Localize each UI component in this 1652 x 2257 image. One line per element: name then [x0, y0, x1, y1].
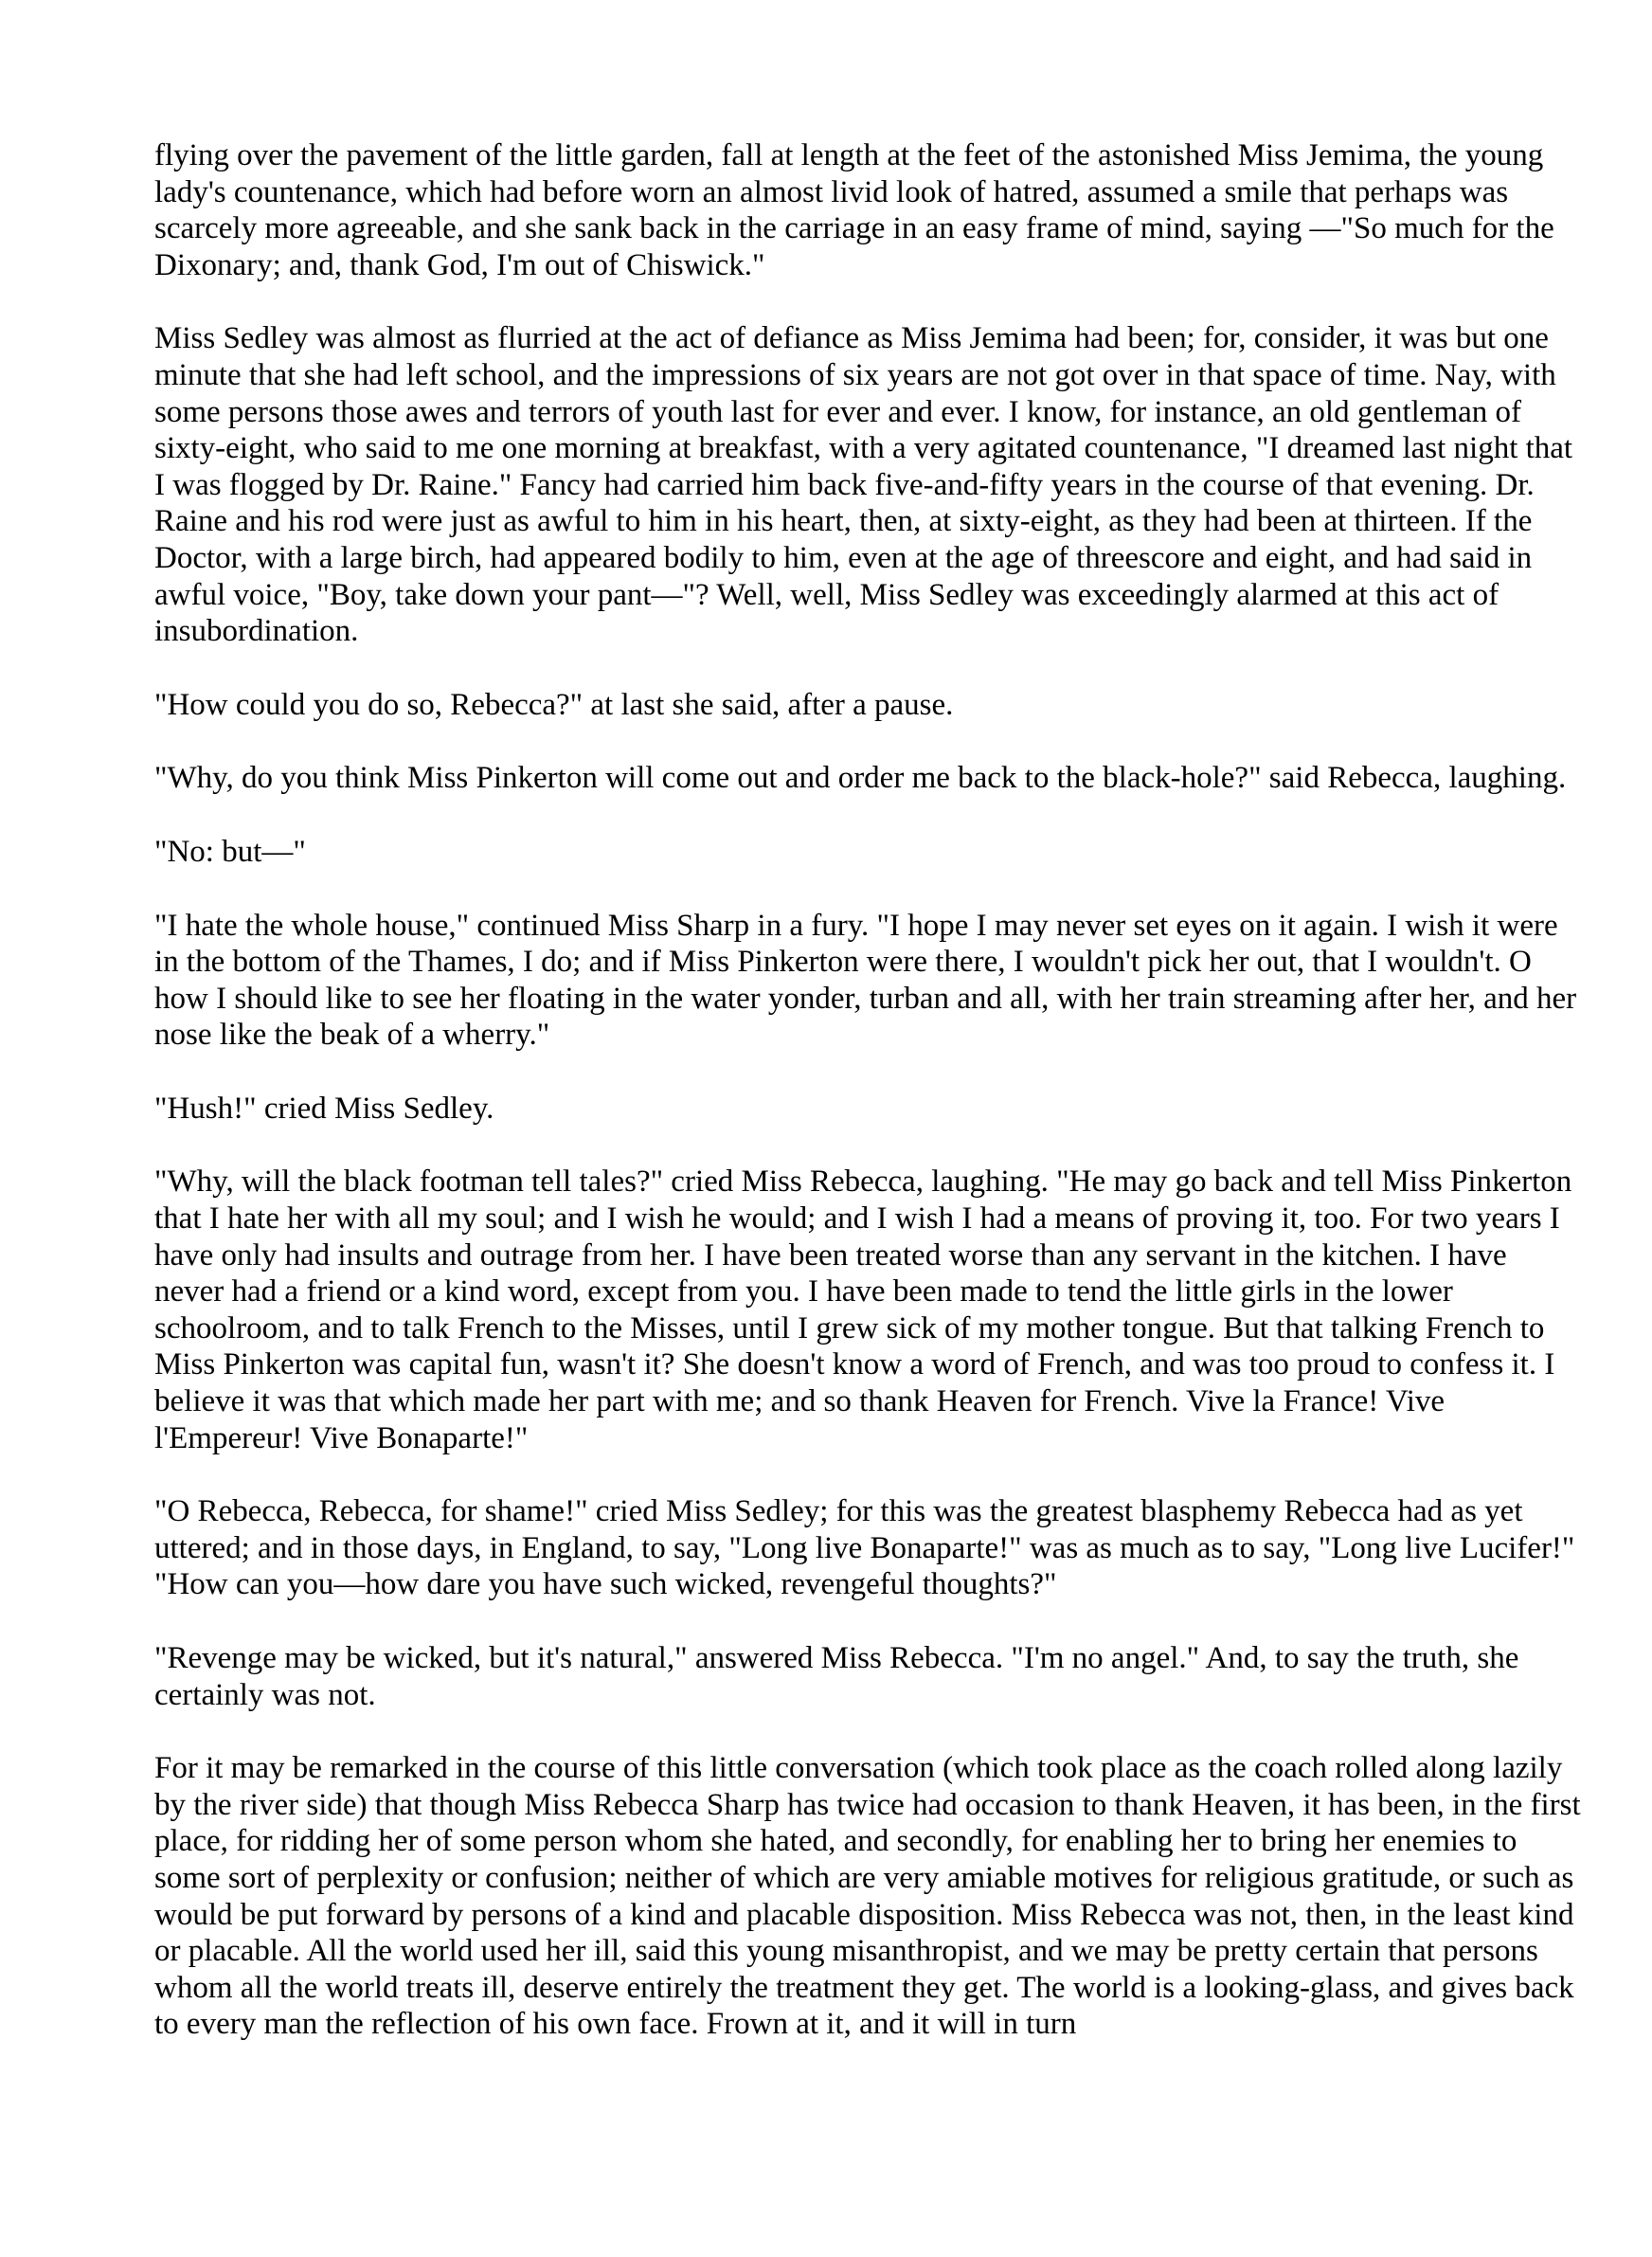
paragraph-3: "How could you do so, Rebecca?" at last she said, after a pause. [154, 687, 954, 722]
paragraph-7: "Hush!" cried Miss Sedley. [154, 1091, 494, 1126]
paragraph-9: "O Rebecca, Rebecca, for shame!" cried Miss Sedley; for this was the greatest blasphemy Rebecca had as yet uttered; and in those days, in England, to say, "Long live Bonaparte!" was as much as to say, "Long live Lucifer!" "How can you—how dare you have such wicked, revengeful thoughts?" [154, 1494, 1575, 1602]
paragraph-6: "I hate the whole house," continued Miss Sharp in a fury. "I hope I may never set eyes on it again. I wish it were in the bottom of the Thames, I do; and if Miss Pinkerton were there, I wouldn't pick her out, that I wouldn't. O how I should like to see her floating in the water yonder, turban and all, with her train streaming after her, and her nose like the beak of a wherry." [154, 908, 1577, 1053]
document-page [154, 137, 1583, 2080]
paragraph-10: "Revenge may be wicked, but it's natural," answered Miss Rebecca. "I'm no angel." And, to say the truth, she certainly was not. [154, 1641, 1519, 1712]
paragraph-5: "No: but—" [154, 834, 306, 869]
paragraph-8: "Why, will the black footman tell tales?" cried Miss Rebecca, laughing. "He may go back and tell Miss Pinkerton that I hate her with all my soul; and I wish he would; and I wish I had a means of proving it, too. For two years I have only had insults and outrage from her. I have been treated worse than any servant in the kitchen. I have never had a friend or a kind word, except from you. I have been made to tend the little girls in the lower schoolroom, and to talk French to the Misses, until I grew sick of my mother tongue. But that talking French to Miss Pinkerton was capital fun, wasn't it? She doesn't know a word of French, and was too proud to confess it. I believe it was that which made her part with me; and so thank Heaven for French. Vive la France! Vive l'Empereur! Vive Bonaparte!" [154, 1165, 1572, 1455]
paragraph-2: Miss Sedley was almost as flurried at the act of defiance as Miss Jemima had been; for, consider, it was but one minute that she had left school, and the impressions of six years are not got over in that space of time. Nay, with some persons those awes and terrors of youth last for ever and ever. I know, for instance, an old gentleman of sixty-eight, who said to me one morning at breakfast, with a very agitated countenance, "I dreamed last night that I was flogged by Dr. Raine." Fancy had carried him back five-and-fifty years in the course of that evening. Dr. Raine and his rod were just as awful to him in his heart, then, at sixty-eight, as they had been at thirteen. If the Doctor, with a large birch, had appeared bodily to him, even at the age of threescore and eight, and had said in awful voice, "Boy, take down your pant—"? Well, well, Miss Sedley was exceedingly alarmed at this act of insubordination. [154, 321, 1573, 649]
paragraph-11: For it may be remarked in the course of this little conversation (which took place as the coach rolled along lazily by the river side) that though Miss Rebecca Sharp has twice had occasion to thank Heaven, it has been, in the first place, for ridding her of some person whom she hated, and secondly, for enabling her to bring her enemies to some sort of perplexity or confusion; neither of which are very amiable motives for religious gratitude, or such as would be put forward by persons of a kind and placable disposition. Miss Rebecca was not, then, in the least kind or placable. All the world used her ill, said this young misanthropist, and we may be pretty certain that persons whom all the world treats ill, deserve entirely the treatment they get. The world is a looking-glass, and gives back to every man the reflection of his own face. Frown at it, and it will in turn [154, 1751, 1581, 2042]
paragraph-1: flying over the pavement of the little garden, fall at length at the feet of the astonished Miss Jemima, the young lady's countenance, which had before worn an almost livid look of hatred, assumed a smile that perhaps was scarcely more agreeable, and she sank back in the carriage in an easy frame of mind, saying —"So much for the Dixonary; and, thank God, I'm out of Chiswick." [154, 138, 1554, 282]
paragraph-4: "Why, do you think Miss Pinkerton will come out and order me back to the black-hole?" said Rebecca, laughing. [154, 761, 1567, 796]
